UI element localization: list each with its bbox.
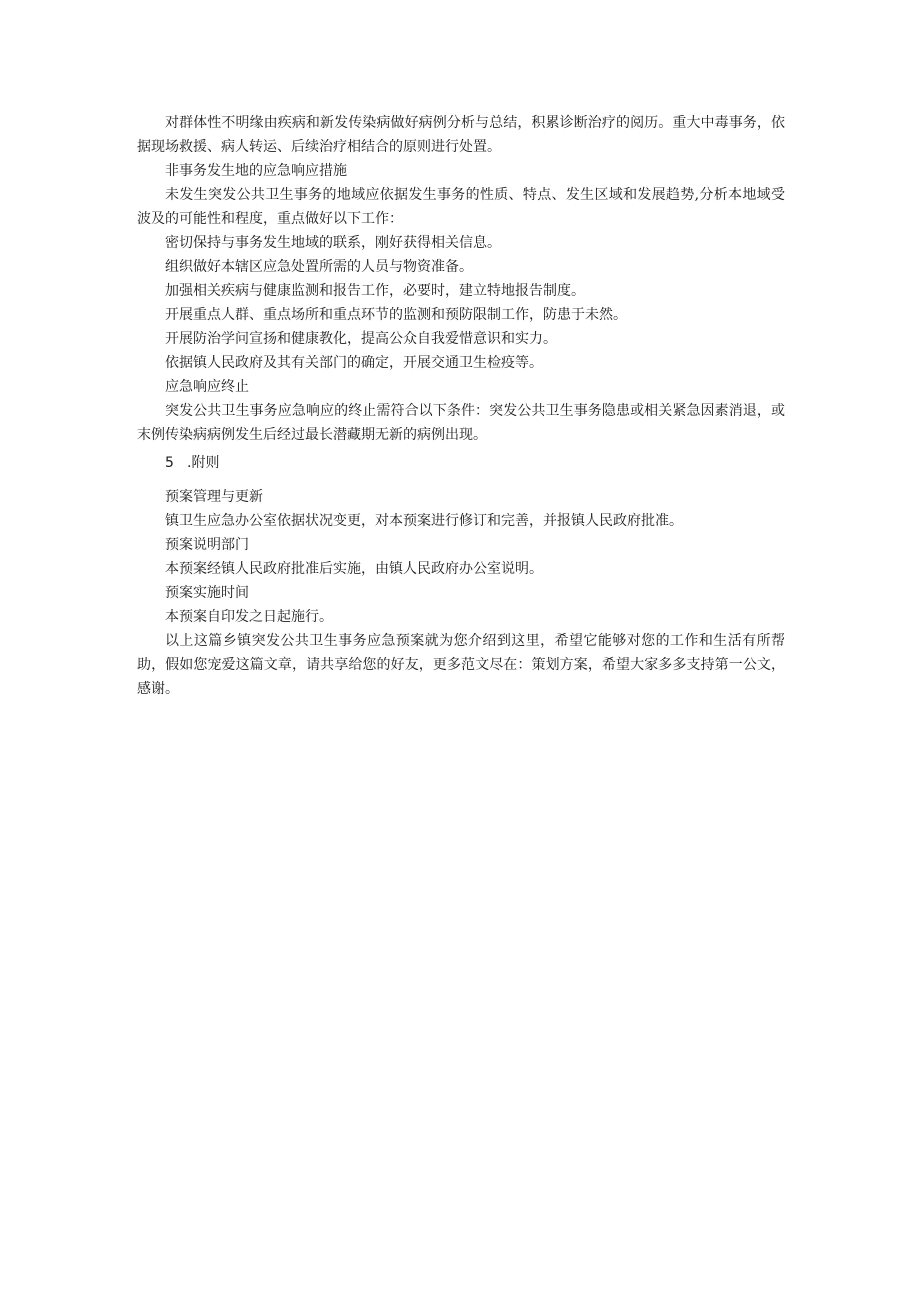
list-item: 组织做好本辖区应急处置所需的人员与物资准备。 (165, 259, 473, 275)
heading-plan-management: 预案管理与更新 (165, 489, 263, 505)
paragraph-termination-conditions: 突发公共卫生事务应急响应的终止需符合以下条件：突发公共卫生事务隐患或相关紧急因素消退，或末例传染病病例发生后经过最长潜藏期无新的病例出现。 (137, 403, 785, 443)
list-item: 本预案经镇人民政府批准后实施，由镇人民政府办公室说明。 (165, 561, 543, 577)
paragraph-non-incident-areas: 未发生突发公共卫生事务的地域应依据发生事务的性质、特点、发生区域和发展趋势,分析本地域受波及的可能性和程度，重点做好以下工作： (137, 187, 785, 227)
section-number: 5 (165, 455, 174, 471)
heading-response-termination: 应急响应终止 (165, 379, 249, 395)
paragraph-closing: 以上这篇乡镇突发公共卫生事务应急预案就为您介绍到这里，希望它能够对您的工作和生活有所帮助，假如您宠爱这篇文章，请共享给您的好友，更多范文尽在：策划方案，希望大家多多支持第一公文，感谢。 (137, 633, 785, 697)
list-item: 开展重点人群、重点场所和重点环节的监测和预防限制工作，防患于未然。 (165, 307, 627, 323)
list-item: 加强相关疾病与健康监测和报告工作，必要时，建立特地报告制度。 (165, 283, 585, 299)
list-item: 镇卫生应急办公室依据状况变更，对本预案进行修订和完善，并报镇人民政府批准。 (165, 513, 683, 529)
heading-implementation-time: 预案实施时间 (165, 585, 249, 601)
heading-explaining-department: 预案说明部门 (165, 537, 249, 553)
document-body (137, 111, 785, 701)
heading-non-incident-measures: 非事务发生地的应急响应措施 (165, 163, 347, 179)
section-heading-appendix (137, 451, 785, 475)
section-title: .附则 (187, 455, 220, 471)
list-item: 依据镇人民政府及其有关部门的确定，开展交通卫生检疫等。 (165, 355, 543, 371)
paragraph-diagnosis: 对群体性不明缘由疾病和新发传染病做好病例分析与总结，积累诊断治疗的阅历。重大中毒事务，依据现场救援、病人转运、后续治疗相结合的原则进行处置。 (137, 115, 785, 155)
list-item: 密切保持与事务发生地域的联系，刚好获得相关信息。 (165, 235, 501, 251)
list-item: 开展防治学问宣扬和健康教化，提高公众自我爱惜意识和实力。 (165, 331, 557, 347)
list-item: 本预案自印发之日起施行。 (165, 609, 333, 625)
